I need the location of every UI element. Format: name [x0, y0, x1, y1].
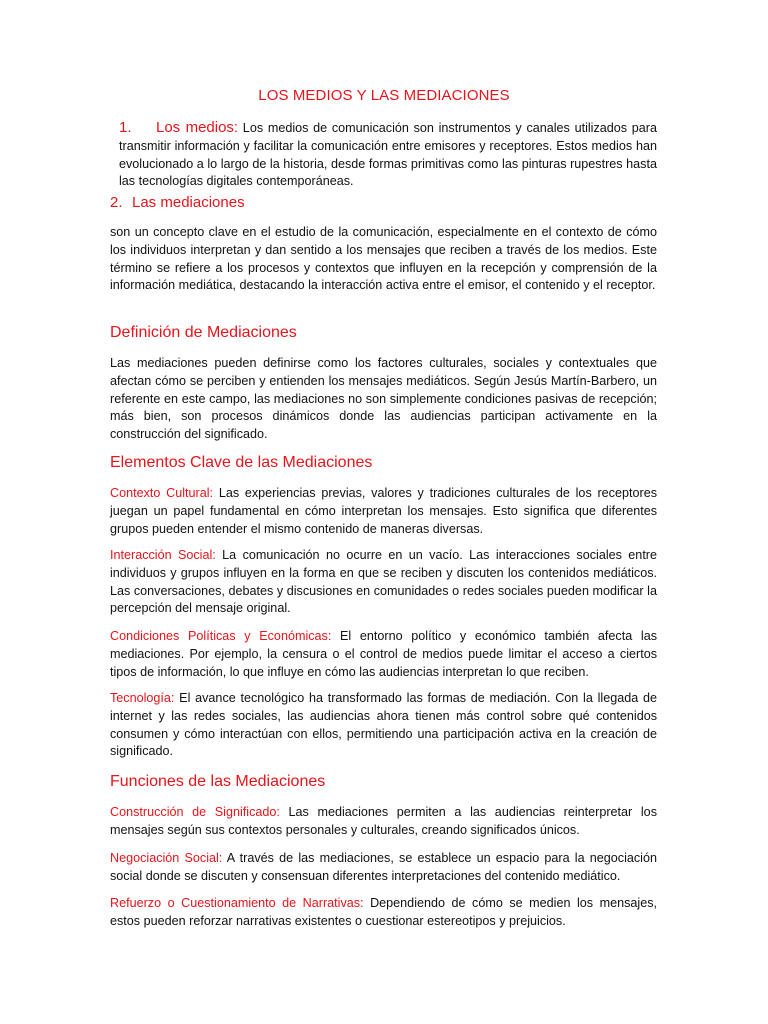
funcion-term: Construcción de Significado:: [110, 805, 280, 819]
elemento-text: El entorno político y económico también afecta las mediaciones. Por ejemplo, la censura o el control de medios puede limitar el acceso a ciertos tipos de información, lo que influye en cómo las audiencias interpretan lo que reciben.: [110, 629, 658, 679]
funcion-refuerzo-narrativas: [110, 895, 657, 931]
funcion-text: Las mediaciones permiten a las audiencias reinterpretar los mensajes según sus contextos personales y culturales, creando significados únicos.: [110, 805, 657, 837]
funcion-text: Dependiendo de cómo se medien los mensajes, estos pueden reforzar narrativas existentes o cuestionar estereotipos y prejuicios.: [110, 896, 657, 928]
elemento-term: Condiciones Políticas y Económicas:: [110, 629, 332, 643]
section-heading: Los medios:: [156, 119, 239, 136]
funcion-term: Negociación Social:: [110, 851, 223, 865]
elemento-contexto-cultural: [110, 485, 657, 538]
section-las-mediaciones-text: son un concepto clave en el estudio de la comunicación, especialmente en el contexto de cómo los individuos interpretan y dan sentido a los mensajes que reciben a través de los medios. Este término se refiere a los procesos y contextos que influyen en la recepción y comprensión de la información mediática, destacando la interacción activa entre el emisor, el contenido y el receptor.: [110, 225, 657, 293]
elemento-term: Tecnología:: [110, 691, 175, 705]
funcion-negociacion-social: [110, 850, 657, 886]
funcion-term: Refuerzo o Cuestionamiento de Narrativas:: [110, 896, 364, 910]
heading-elementos-clave: Elementos Clave de las Mediaciones: [110, 454, 373, 471]
section-number: 1.: [119, 119, 132, 136]
elemento-text: La comunicación no ocurre en un vacío. Las interacciones sociales entre individuos y grupos influyen en la forma en que se reciben y discuten los contenidos mediáticos. Las conversaciones, debates y discusiones en comunidades o redes sociales pueden modificar la percepción del mensaje original.: [110, 548, 658, 616]
section-number: 2.: [110, 194, 123, 211]
elemento-condiciones-politicas: [110, 628, 657, 681]
heading-funciones: Funciones de las Mediaciones: [110, 773, 326, 790]
section-las-mediaciones-heading: [110, 194, 245, 211]
document-title: LOS MEDIOS Y LAS MEDIACIONES: [258, 87, 510, 104]
section-los-medios: [119, 119, 657, 191]
elemento-term: Contexto Cultural:: [110, 486, 214, 500]
elemento-tecnologia: [110, 690, 657, 761]
elemento-interaccion-social: [110, 547, 657, 618]
elemento-text: El avance tecnológico ha transformado las formas de mediación. Con la llegada de internet y las redes sociales, las audiencias ahora tienen más control sobre qué contenidos consumen y cómo interactúan con ellos, permitiendo una participación activa en la creación de significado.: [110, 691, 657, 759]
funcion-construccion-significado: [110, 804, 657, 840]
section-heading: Las mediaciones: [132, 194, 245, 211]
elemento-text: Las experiencias previas, valores y tradiciones culturales de los receptores juegan un papel fundamental en cómo interpretan los mensajes. Esto significa que diferentes grupos pueden entender el mismo contenido de maneras diversas.: [110, 486, 657, 536]
definicion-text: Las mediaciones pueden definirse como los factores culturales, sociales y contextuales que afectan cómo se perciben y entienden los mensajes mediáticos. Según Jesús Martín-Barbero, un referente en este campo, las mediaciones no son simplemente condiciones pasivas de recepción; más bien, son procesos dinámicos donde las audiencias participan activamente en la construcción del significado.: [110, 356, 657, 442]
elemento-term: Interacción Social:: [110, 548, 216, 562]
section-text: Los medios de comunicación son instrumentos y canales utilizados para transmitir información y facilitar la comunicación entre emisores y receptores. Estos medios han evolucionado a lo largo de la historia, desde formas primitivas como las pinturas rupestres hasta las tecnologías digitales contemporáneas.: [119, 121, 657, 189]
funcion-text: A través de las mediaciones, se establece un espacio para la negociación social donde se discuten y consensuan diferentes interpretaciones del contenido mediático.: [110, 851, 657, 883]
heading-definicion: Definición de Mediaciones: [110, 324, 297, 341]
